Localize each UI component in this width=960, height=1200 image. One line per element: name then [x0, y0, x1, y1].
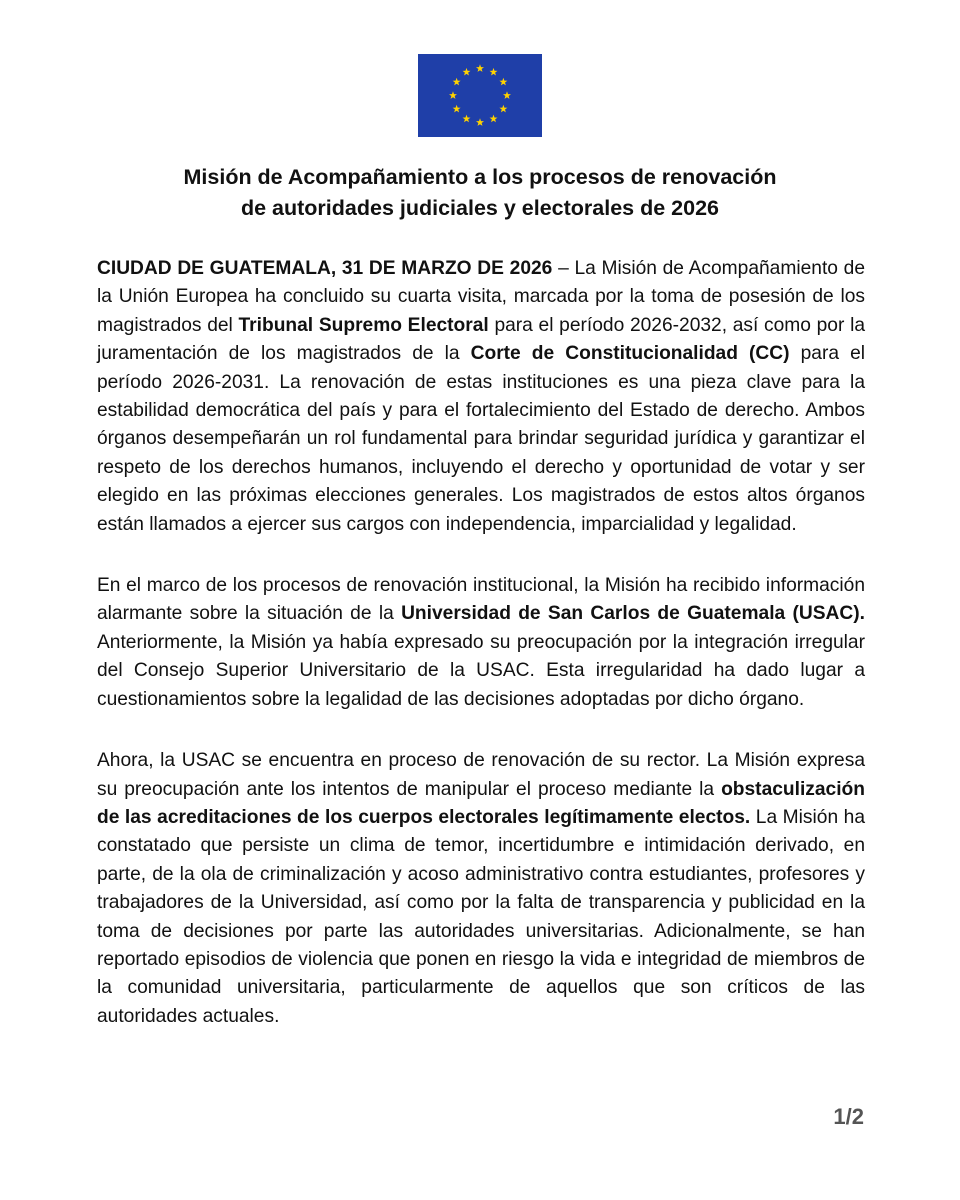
bold-text: CIUDAD DE GUATEMALA, 31 DE MARZO DE 2026 [97, 258, 553, 279]
page-title [60, 162, 900, 224]
document-body [97, 255, 865, 1064]
title-line-1: Misión de Acompañamiento a los procesos de renovación [183, 165, 777, 189]
paragraph-3 [97, 747, 865, 1031]
bold-text: Universidad de San Carlos de Guatemala (USAC). [401, 603, 865, 625]
text-run: para el período 2026-2031. La renovación de estas instituciones es una pieza clave para la estabilidad democrática del país y para el fortalecimiento del Estado de derecho. Ambos órganos desempeñarán un rol fundamental para brindar seguridad jurídica y garantizar el respeto de los derechos humanos, incluyendo el derecho y oportunidad de votar y ser elegido en las próximas elecciones generales. Los magistrados de estos altos órganos están llamados a ejercer sus cargos con independencia, imparcialidad y legalidad. [97, 343, 866, 535]
text-run: para el período 2026-2032, así como por la juramentación de los magistrados de la [97, 314, 865, 365]
page-number: 1/2 [833, 1104, 864, 1129]
paragraph-2 [97, 572, 865, 714]
text-run: Ahora, la USAC se encuentra en proceso de renovación de su rector. La Misión expresa su preocupación ante los intentos de manipular el proceso mediante la [97, 750, 865, 800]
eu-flag-icon [418, 54, 542, 137]
bold-text: Corte de Constitucionalidad (CC) [470, 343, 790, 365]
title-line-2: de autoridades judiciales y electorales de 2026 [240, 196, 719, 220]
paragraph-1 [97, 255, 865, 539]
text-run: Anteriormente, la Misión ya había expresado su preocupación por la integración irregular del Consejo Superior Universitario de la USAC. Esta irregularidad ha dado lugar a cuestionamientos sobre la legalidad de las decisiones adoptadas por dicho órgano. [97, 631, 865, 710]
text-run: En el marco de los procesos de renovación institucional, la Misión ha recibido información alarmante sobre la situación de la [97, 575, 865, 625]
bold-text: Tribunal Supremo Electoral [238, 314, 489, 336]
text-run: – La Misión de Acompañamiento de la Unión Europea ha concluido su cuarta visita, marcada por la toma de posesión de los magistrados del [97, 258, 865, 336]
bold-text: obstaculización de las acreditaciones de los cuerpos electorales legítimamente electos. [97, 778, 865, 828]
text-run: La Misión ha constatado que persiste un clima de temor, incertidumbre e intimidación derivado, en parte, de la ola de criminalización y acoso administrativo contra estudiantes, profesores y trabajadores de la Universidad, así como por la falta de transparencia y publicidad en la toma de decisiones por parte las autoridades universitarias. Adicionalmente, se han reportado episodios de violencia que ponen en riesgo la vida e integridad de miembros de la comunidad universitaria, particularmente de aquellos que son críticos de las autoridades actuales. [97, 806, 865, 1027]
